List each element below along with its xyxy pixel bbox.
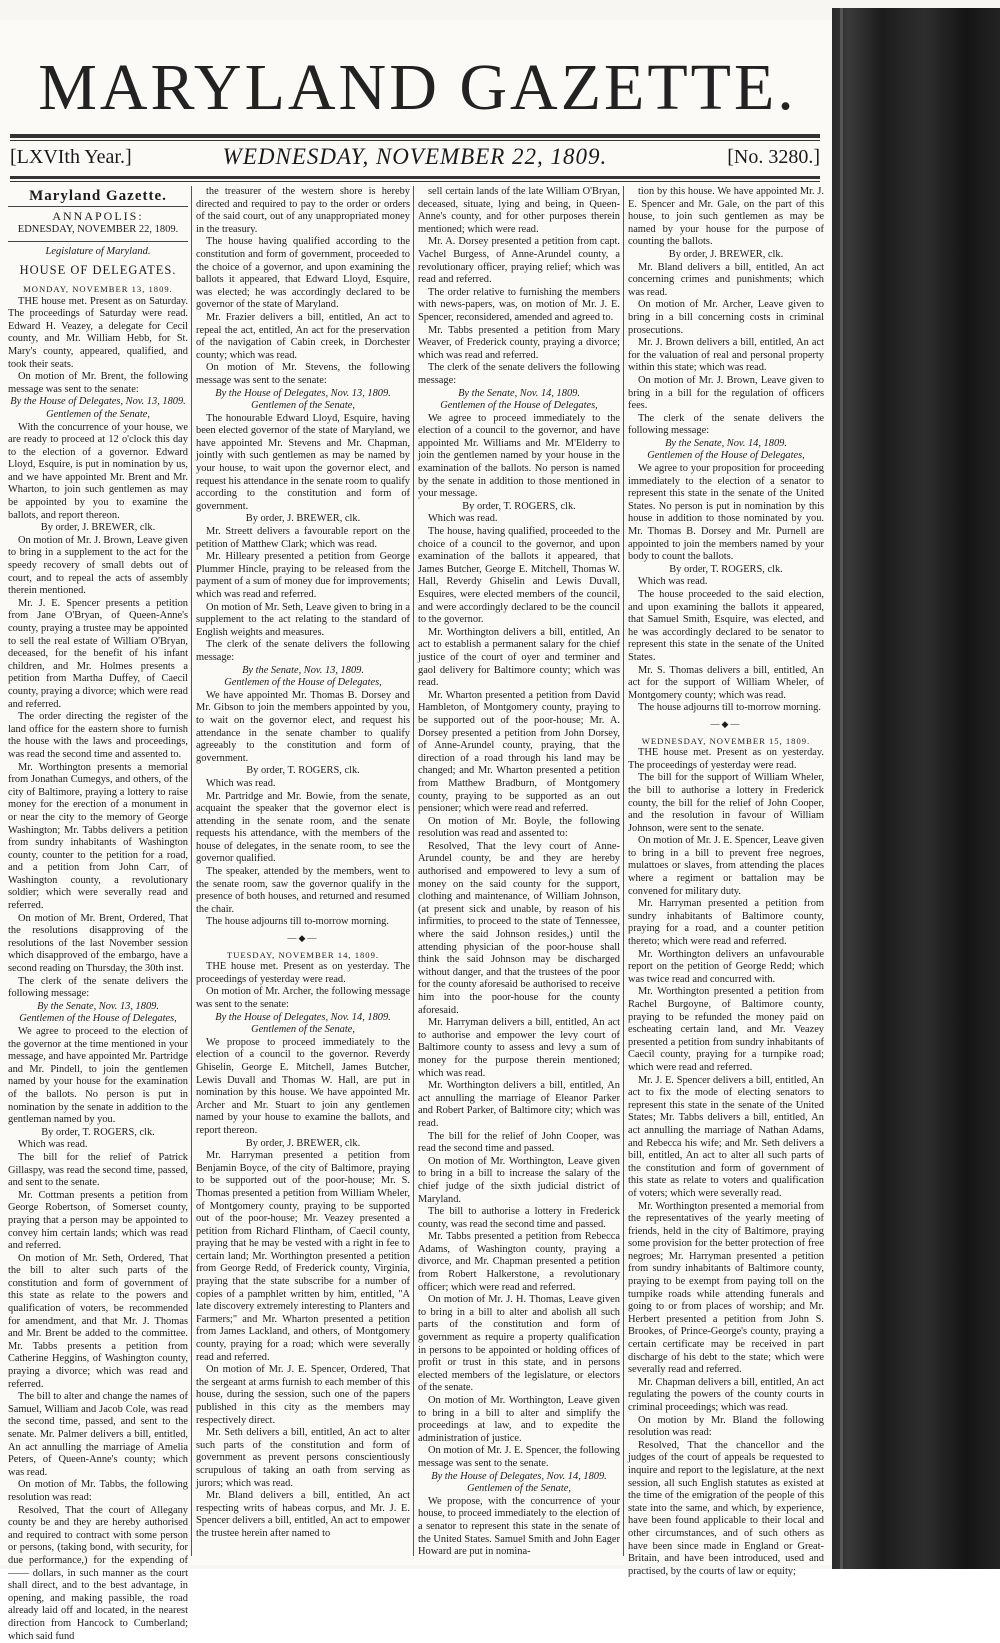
paragraph: Mr. A. Dorsey presented a petition from capt. Vachel Burgess, of Anne-Arundel county, a revolutionary officer, praying relief; which was read and referred. [418, 236, 620, 286]
masthead-title: MARYLAND GAZETTE. [38, 51, 797, 124]
paragraph: the treasurer of the western shore is hereby directed and required to pay to the order or orders of the said court, out of any unappropriated money in the treasury. [196, 186, 410, 235]
signature: By order, T. ROGERS, clk. [462, 500, 576, 512]
paragraph: Mr. Frazier delivers a bill, entitled, An act to repeal the act, entitled, An act for the preservation of the navigation of Cabin creek, in Dorchester county; which was read. [196, 311, 410, 361]
dateline [10, 142, 820, 174]
paragraph: Mr. Tabbs presented a petition from Mary Weaver, of Frederick county, praying a divorce; which was read and referred. [418, 324, 620, 361]
paragraph: Mr. Chapman delivers a bill, entitled, An act regulating the powers of the county courts in criminal proceedings; which was read. [628, 1376, 824, 1413]
paragraph: The house adjourns till to-morrow morning. [638, 702, 821, 714]
paragraph: Mr. Harryman delivers a bill, entitled, An act to authorise and empower the levy court of Baltimore county to assess and levy a sum of money for the purpose therein mentioned; which was read. [418, 1017, 620, 1079]
column-divider [413, 186, 414, 1556]
signature: By order, T. ROGERS, clk. [669, 563, 783, 575]
paragraph: On motion of Mr. Worthington, Leave given to bring in a bill to increase the salary of the chief judge of the sixth judicial district of Maryland. [418, 1155, 620, 1205]
paragraph: The bill for the relief of Patrick Gillaspy, was read the second time, passed, and sent to the senate. [8, 1151, 188, 1189]
paragraph: Mr. Worthington delivers an unfavourable report on the petition of George Redd; which was twice read and concurred with. [628, 948, 824, 985]
salutation: Gentlemen of the House of Delegates, [647, 450, 805, 462]
paragraph: On motion of Mr. J. E. Spencer, Ordered, That the sergeant at arms furnish to each member of this house, during the session, such one of the papers published in this city as the members may respectively direct. [196, 1364, 410, 1426]
paragraph: The honourable Edward Lloyd, Esquire, having been elected governor of the state of Maryland, we have appointed Mr. Stevens and Mr. Chapman, jointly with such gentlemen as may be named by your house, to wait upon the governor elect, and request his attendance in the senate room to qualify according to the constitution and form of government. [196, 412, 410, 512]
paragraph: Which was read. [428, 513, 498, 525]
paragraph: On motion of Mr. Archer, the following message was sent to the senate: [196, 986, 410, 1010]
paragraph: The house, having qualified, proceeded to the choice of a council to the governor, and upon examination of the ballots it appeared, that James Butcher, George E. Mitchell, Thomas W. Hall, Reverdy Ghiselin and Lewis Duvall, Esquires, were elected members of the council, and were accordingly declared to be the council to the governor. [418, 526, 620, 626]
signature: By order, T. ROGERS, clk. [246, 765, 360, 777]
paragraph: Mr. Bland delivers a bill, entitled, An act concerning crimes and punishments; which was read. [628, 261, 824, 298]
paragraph: THE house met. Present as on Saturday. The proceedings of Saturday were read. Edward H. Veazey, a delegate for Cecil county, and Mr. William Hebb, for St. Mary's county, appeared, qualified, and took their seats. [8, 295, 188, 370]
paragraph: On motion by Mr. Bland the following resolution was read: [628, 1414, 824, 1439]
paragraph: On motion of Mr. J. E. Spencer, Leave given to bring in a bill to prevent free negroes, mulattoes or slaves, from attending the places where a regiment or battalion may be convened for military duty. [628, 835, 824, 897]
message-heading: By the Senate, Nov. 14, 1809. [458, 387, 580, 399]
salutation: Gentlemen of the House of Delegates, [224, 677, 382, 689]
paragraph: sell certain lands of the late William O'Bryan, deceased, situate, lying and being, in Queen-Anne's county, and for other purposes therein mentioned; which were read. [418, 186, 620, 235]
paragraph: Mr. Streett delivers a favourable report on the petition of Matthew Clark; which was read. [196, 526, 410, 550]
paragraph: We agree to proceed immediately to the election of a council to the governor, and have appointed Mr. Williams and Mr. M'Elderry to join the gentlemen named by your house in the examination of the ballots. No person is named by the senate in addition to those mentioned in your message. [418, 412, 620, 500]
paragraph: The bill for the relief of John Cooper, was read the second time and passed. [418, 1130, 620, 1155]
paragraph: Mr. Wharton presented a petition from David Hambleton, of Montgomery county, praying to be supported out of the poor-house; Mr. A. Dorsey presented a petition from John Dorsey, of Anne-Arundel county, praying, that the direction of a road through his land may be changed; and Mr. Wharton presented a petition from Matthew Bradburn, of Montgomery county, praying to be supported as an out pensioner; which were read and referred. [418, 689, 620, 815]
paragraph: On motion of Mr. Worthington, Leave given to bring in a bill to alter and simplify the proceedings at law, and to expedite the administration of justice. [418, 1395, 620, 1444]
paragraph: The house having qualified according to the constitution and form of government, proceeded to the choice of a governor, and upon examining the ballots it appeared, that Edward Lloyd, Esquire, was elected; he was accordingly declared to be governor of the state of Maryland. [196, 236, 410, 311]
section-ornament: —◆— [710, 718, 742, 729]
paragraph: On motion of Mr. Stevens, the following message was sent to the senate: [196, 362, 410, 386]
column-1 [8, 186, 188, 1642]
paragraph: We have appointed Mr. Thomas B. Dorsey and Mr. Gibson to join the members appointed by you, to wait on the governor elect, and request his attendance in the senate chamber to qualify agreeably to the constitution and form of government. [196, 689, 410, 764]
paragraph: The clerk of the senate delivers the following message: [8, 975, 188, 1000]
section-ornament: —◆— [287, 933, 319, 944]
paragraph: On motion of Mr. J. Brown, Leave given to bring in a supplement to the act for the speedy recovery of small debts out of court, and to repeal the acts of assembly therein mentioned. [8, 534, 188, 597]
paragraph: Which was read. [18, 1139, 88, 1151]
paragraph: Mr. Seth delivers a bill, entitled, An act to alter such parts of the constitution and form of government as prevent persons conscientiously scrupulous of taking an oath from serving as jurors; which was read. [196, 1427, 410, 1489]
signature: By order, J. BREWER, clk. [245, 513, 361, 525]
paragraph: Mr. Partridge and Mr. Bowie, from the senate, acquaint the speaker that the governor elect is attending in the senate room, and the senate requests his attendance, with the members of the house of delegates, in the senate room, to see the governor qualified. [196, 790, 410, 865]
paragraph: The clerk of the senate delivers the following message: [418, 362, 620, 386]
salutation: Gentlemen of the House of Delegates, [440, 400, 598, 412]
paragraph: Which was read. [638, 576, 708, 588]
divider [8, 241, 188, 242]
signature: By order, J. BREWER, clk. [40, 522, 156, 534]
dateline-place: ANNAPOLIS: [52, 208, 144, 223]
paragraph: We agree to proceed to the election of the governor at the time mentioned in your message, and have appointed Mr. Partridge and Mr. Pindell, to join the gentlemen named by your house for the examination of the ballots. No person is put in nomination by the senate in addition to the gentleman named by you. [8, 1026, 188, 1126]
signature: By order, J. BREWER, clk. [245, 1137, 361, 1149]
paper-name: Maryland Gazette. [29, 188, 167, 204]
paragraph: Mr. Tabbs presented a petition from Rebecca Adams, of Washington county, praying a divorce, and Mr. Chapman presented a petition from Robert Halkerstone, a revolutionary officer; which were read and referred. [418, 1231, 620, 1293]
paragraph: Mr. Worthington delivers a bill, entitled, An act to establish a permanent salary for the chief justice of the court of oyer and terminer and gaol delivery for Baltimore county; which was read. [418, 626, 620, 689]
paragraph: On motion of Mr. J. E. Spencer, the following message was sent to the senate. [418, 1445, 620, 1469]
paragraph: Resolved, That the levy court of Anne-Arundel county, be and they are hereby authorised and empowered to levy a sum of money on the said county for the support, clothing and maintenance, of William Johnson, (at present sick and unable, by reason of his infirmities, to proceed to the state of Tennessee, where the said Johnson resides,) until the attending physician of the poor-house shall think the said Johnson may be discharged without danger, and that the trustees of the poor for the county aforesaid be authorised to receive him into the poor-house for the county aforesaid. [418, 840, 620, 1016]
paragraph: On motion of Mr. Seth, Ordered, That the bill to alter such parts of the constitution and form of government of this state as relate to the powers and qualification of voters, be recommended for amendment, and that Mr. J. Thomas and Mr. Brent be added to the committee. Mr. Tabbs presents a petition from Catherine Heggins, of Washington county, praying a divorce; which was read and referred. [8, 1252, 188, 1390]
paragraph: On motion of Mr. J. H. Thomas, Leave given to bring in a bill to alter and abolish all such parts of the constitution and form of government as require a property qualification in persons to be appointed or holding offices of profit or trust in this state, and in persons elected members of the legislature, or electors of the senate. [418, 1294, 620, 1394]
paragraph: On motion of Mr. Brent, the following message was sent to the senate: [8, 371, 188, 395]
paragraph: We agree to your proposition for proceeding immediately to the election of a senator to represent this state in the senate of the United States. No person is put in nomination by this house in addition to those nominated by you. Mr. Thomas B. Dorsey and Mr. Purnell are appointed to join the members named by your body to count the ballots. [628, 463, 824, 563]
paragraph: Mr. S. Thomas delivers a bill, entitled, An act for the support of William Wheler, of Montgomery county; which was read. [628, 664, 824, 701]
paragraph: The bill to authorise a lottery in Frederick county, was read the second time and passed. [418, 1206, 620, 1230]
volume-year: [LXVIth Year.] [10, 146, 132, 168]
day-heading: MONDAY, NOVEMBER 13, 1809. [23, 283, 173, 294]
message-heading: By the House of Delegates, Nov. 14, 1809. [215, 1011, 391, 1023]
salutation: Gentlemen of the Senate, [251, 1024, 355, 1036]
dateline-rule-thin [10, 181, 820, 182]
paragraph: Which was read. [206, 777, 276, 789]
paragraph: Mr. J. E. Spencer delivers a bill, entitled, An act to fix the mode of electing senators to represent this state in the senate of the United States; Mr. Tabbs delivers a bill, entitled, An act annulling the marriage of Nathan Adams, and Rebecca his wife; and Mr. Seth delivers a bill, entitled, An act to alter all such parts of the constitution and form of government of this state as relate to voters and qualification of voters; which were severally read. [628, 1074, 824, 1199]
paragraph: Mr. Cottman presents a petition from George Robertson, of Somerset county, praying that a person may be appointed to convey him certain lands; which was read and referred. [8, 1189, 188, 1252]
section-heading: Legislature of Maryland. [45, 245, 151, 257]
paragraph: On motion of Mr. Archer, Leave given to bring in a bill concerning costs in criminal prosecutions. [628, 299, 824, 336]
paragraph: Mr. Worthington presents a memorial from Jonathan Cumegys, and others, of the city of Baltimore, praying a lottery to raise money for the erection of a monument in or near the city to the memory of George Washington; Mr. Tabbs delivers a petition from sundry inhabitants of Washington county, counter to the petition for a road, and a petition from John Carr, of Washington county, a revolutionary soldier; which were severally read and referred. [8, 761, 188, 912]
paragraph: Mr. Hilleary presented a petition from George Plummer Hincle, praying to be released from the payment of a sum of money due for improvements; which was read and referred. [196, 551, 410, 600]
paragraph: Mr. Worthington presented a memorial from the representatives of the yearly meeting of friends, held in the city of Baltimore, praying some provision for the better protection of free negroes; Mr. Harryman presented a petition from sundry inhabitants of Baltimore county, praying to be exempt from paying toll on the turnpike roads while attending funerals and going to or from places of worship; and Mr. Herbert presented a petition from John S. Brookes, of Prince-George's county, praying a certain certificate may be received in part discharge of his debt to the state; which were severally read and referred. [628, 1200, 824, 1376]
paragraph: We propose, with the concurrence of your house, to proceed immediately to the election of a senator to represent this state in the senate of the United States. Samuel Smith and John Eager Howard are put in nomina- [418, 1495, 620, 1558]
paragraph: The speaker, attended by the members, went to the senate room, saw the governor qualify in the presence of both houses, and returned and resumed the chair. [196, 866, 410, 915]
signature: By order, J. BREWER, clk. [668, 248, 784, 260]
paragraph: On motion of Mr. Tabbs, the following resolution was read: [8, 1479, 188, 1503]
paragraph: Mr. Harryman presented a petition from sundry inhabitants of Baltimore county, praying for a road, and a counter petition thereto; which were read and referred. [628, 898, 824, 948]
signature: By order, T. ROGERS, clk. [41, 1126, 155, 1138]
paragraph: On motion of Mr. J. Brown, Leave given to bring in a bill for the regulation of officers fees. [628, 374, 824, 412]
paragraph: On motion of Mr. Boyle, the following resolution was read and assented to: [418, 815, 620, 840]
paragraph: The house proceeded to the said election, and upon examining the ballots it appeared, that Samuel Smith, Esquire, was elected, and he was accordingly declared to be senator to represent this state in the senate of the United States. [628, 589, 824, 663]
paragraph: THE house met. Present as on yesterday. The proceedings of yesterday were read. [196, 961, 410, 985]
bound-volume-spine [832, 8, 1000, 1569]
paragraph: Mr. J. E. Spencer presents a petition from Jane O'Bryan, of Queen-Anne's county, praying a trustee may be appointed to sell the real estate of William O'Bryan, deceased, for the benefit of his infant children, and Mr. Holmes presents a petition from Martha Duffey, of Caecil county, praying a divorce; which were read and referred. [8, 597, 188, 710]
paragraph: On motion of Mr. Seth, Leave given to bring in a supplement to the act relating to the standard of English weights and measures. [196, 601, 410, 638]
salutation: Gentlemen of the House of Delegates, [19, 1013, 177, 1025]
column-divider [191, 186, 192, 1556]
paragraph: Resolved, That the chancellor and the judges of the court of appeals be requested to inquire and report to the legislature, at the next session, all such English statutes as existed at the time of the emigration of the people of this state into the same, and which, by experience, have been found applicable to their local and other circumstances, and of such others as have been since made in England or Great-Britain, and have been introduced, used and practised, by the courts of law or equity; [628, 1439, 824, 1577]
message-heading: By the House of Delegates, Nov. 14, 1809. [431, 1470, 607, 1482]
column-divider [623, 186, 624, 1556]
paragraph: Mr. J. Brown delivers a bill, entitled, An act for the valuation of real and personal property within this state; which was read. [628, 337, 824, 374]
dateline-rule [10, 176, 820, 179]
paragraph: tion by this house. We have appointed Mr. J. E. Spencer and Mr. Gale, on the part of this house, to join such gentlemen as may be named by your house for the purpose of counting the ballots. [628, 186, 824, 248]
paragraph: The order relative to furnishing the members with news-papers, was, on motion of Mr. J. E. Spencer, reconsidered, amended and agreed to. [418, 286, 620, 323]
salutation: Gentlemen of the Senate, [46, 408, 150, 420]
paragraph: The bill for the support of William Wheler, the bill to authorise a lottery in Frederick county, the bill for the relief of John Cooper, and the resolution in favour of William Johnson, were sent to the senate. [628, 772, 824, 834]
masthead-rule [10, 134, 820, 138]
issue-number: [No. 3280.] [727, 146, 820, 168]
day-heading: WEDNESDAY, NOVEMBER 15, 1809. [641, 735, 811, 746]
paragraph: With the concurrence of your house, we are ready to proceed at 12 o'clock this day to the election of a governor. Edward Lloyd, Esquire, is put in nomination by us, and we have appointed Mr. Brent and Mr. Wharton, to join such gentlemen as may be appointed by you to examine the ballots, and report thereon. [8, 421, 188, 521]
column-2 [196, 186, 410, 1556]
message-heading: By the Senate, Nov. 14, 1809. [665, 437, 787, 449]
day-heading: TUESDAY, NOVEMBER 14, 1809. [226, 949, 380, 960]
paragraph: Mr. Worthington delivers a bill, entitled, An act annulling the marriage of Eleanor Parker and Robert Parker, of Baltimore city; which was read. [418, 1080, 620, 1129]
paragraph: Resolved, That the court of Allegany county be and they are hereby authorised and required to contract with some person or persons, (taking bond, with security, for due performance,) for the expending of —— dollars, in such manner as the court shall direct, and to the best advantage, in opening, and making passible, the road already laid off and located, in the nearest direction from Hancock to Cumberland; which said fund [8, 1504, 188, 1642]
column-date: EDNESDAY, NOVEMBER 22, 1809. [17, 224, 179, 236]
paragraph: Mr. Bland delivers a bill, entitled, An act respecting writs of habeas corpus, and Mr. J. E. Spencer delivers a bill, entitled, An act to empower the trustee herein after named to [196, 1490, 410, 1539]
masthead-rule-thin [10, 140, 820, 141]
message-heading: By the Senate, Nov. 13, 1809. [242, 664, 364, 676]
paragraph: The bill to alter and change the names of Samuel, William and Jacob Cole, was read the second time, passed, and sent to the senate. Mr. Palmer delivers a bill, entitled, An act annulling the marriage of Amelia Peters, of Queen-Anne's county; which was read. [8, 1391, 188, 1478]
divider [8, 206, 188, 207]
message-heading: By the House of Delegates, Nov. 13, 1809. [10, 396, 186, 408]
issue-date: WEDNESDAY, NOVEMBER 22, 1809. [222, 144, 608, 169]
paragraph: The house adjourns till to-morrow morning. [206, 916, 389, 928]
message-heading: By the Senate, Nov. 13, 1809. [37, 1000, 159, 1012]
paragraph: On motion of Mr. Brent, Ordered, That the resolutions disapproving of the resolutions of the last November session which disapproved of the embargo, have a second reading on Thursday, the 30th inst. [8, 912, 188, 975]
house-heading: HOUSE OF DELEGATES. [19, 263, 177, 278]
message-heading: By the House of Delegates, Nov. 13, 1809. [215, 387, 391, 399]
salutation: Gentlemen of the Senate, [251, 400, 355, 412]
paragraph: The clerk of the senate delivers the following message: [628, 412, 824, 437]
paragraph: The clerk of the senate delivers the following message: [196, 639, 410, 663]
column-3 [418, 186, 620, 1556]
column-4 [628, 186, 824, 1577]
paragraph: The order directing the register of the land office for the eastern shore to furnish the house with the laws and proceedings, was read the second time and assented to. [8, 711, 188, 760]
paragraph: Mr. Worthington presented a petition from Rachel Burgoyne, of Baltimore county, praying to be refunded the money paid on escheating certain land, and Mr. Veazey presented a petition from sundry inhabitants of Caecil county, praying for a turnpike road; which were read and referred. [628, 986, 824, 1073]
paragraph: We propose to proceed immediately to the election of a council to the governor. Reverdy Ghiselin, George E. Mitchell, James Butcher, Lewis Duvall and Thomas W. Hall, are put in nomination by this house. We have appointed Mr. Archer and Mr. Stuart to join any gentlemen named by your house to examine the ballots, and report thereon. [196, 1036, 410, 1136]
salutation: Gentlemen of the Senate, [467, 1483, 571, 1495]
paragraph: Mr. Harryman presented a petition from Benjamin Boyce, of the city of Baltimore, praying to be supported out of the poor-house; Mr. S. Thomas presented a petition from William Wheler, of Montgomery county, praying to be supported out of the poor-house; Mr. Veazey presented a petition from Richard Flintham, of Caecil county, praying that he may be vested with a right in fee to certain land; Mr. Worthington presented a petition from George Redd, of Frederick county, Virginia, praying that the state subscribe for a number of copies of a pamphlet written by him, entitled, "A late discovery extremely interesting to Planters and Farmers;" and Mr. Wharton presented a petition from James Lackland, and others, of Montgomery county, praying for a road; which were severally read and referred. [196, 1150, 410, 1363]
paragraph: THE house met. Present as on yesterday. The proceedings of yesterday were read. [628, 747, 824, 771]
